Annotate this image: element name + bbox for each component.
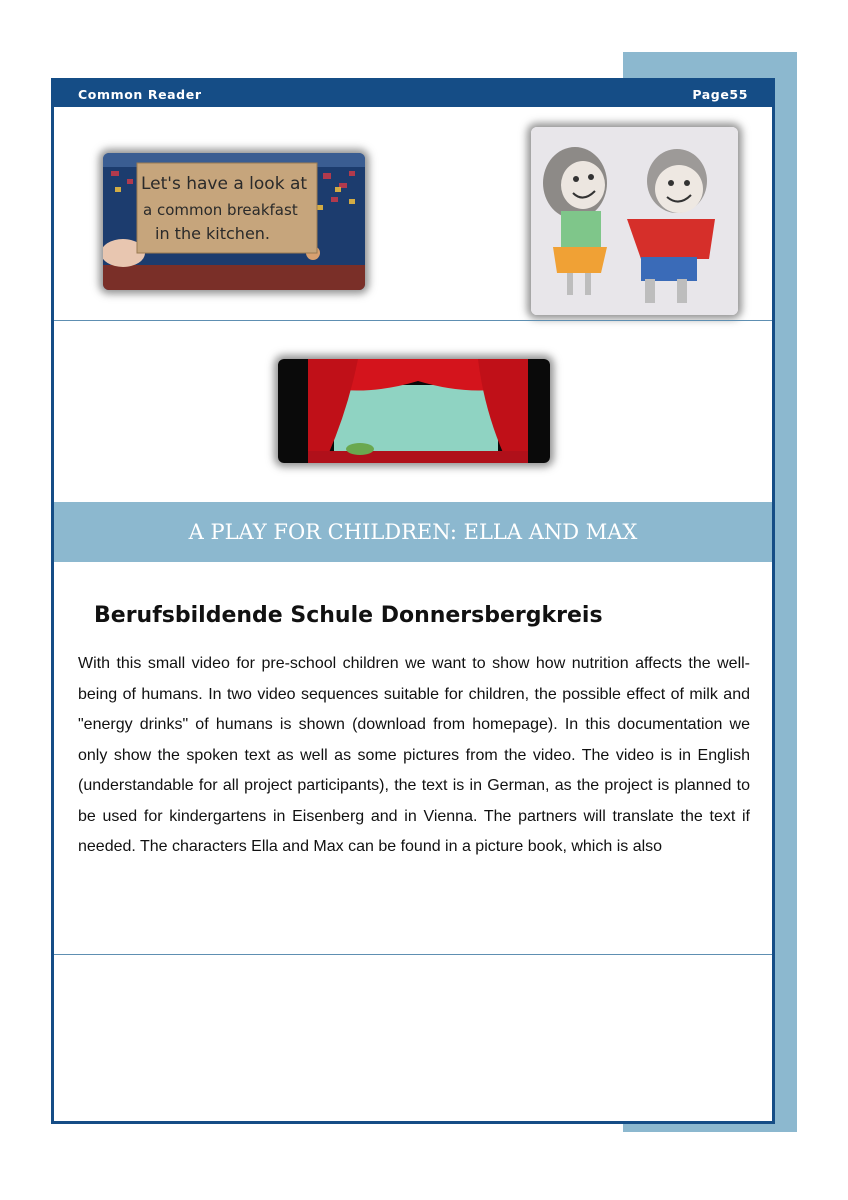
breakfast-sign-photo bbox=[103, 153, 365, 290]
sign-line-3: in the kitchen. bbox=[155, 224, 271, 243]
sign-line-2: a common breakfast bbox=[143, 201, 298, 219]
section-heading: Berufsbildende Schule Donnersbergkreis bbox=[94, 603, 603, 628]
separator-line bbox=[54, 320, 772, 321]
sign-line-1: Let's have a look at bbox=[141, 174, 308, 194]
page-number: Page55 bbox=[692, 87, 748, 102]
ella-max-drawing-photo bbox=[531, 127, 738, 315]
page-header bbox=[54, 81, 772, 107]
page-frame bbox=[51, 78, 775, 1124]
section-banner: A PLAY FOR CHILDREN: ELLA AND MAX bbox=[54, 502, 772, 562]
section-body-text: With this small video for pre-school children we want to show how nutrition affects the well-being of humans. In two video sequences suitable for children, the possible effect of milk and "energy drinks" of humans is shown (download from homepage). In this documentation we only show the spoken text as well as some pictures from the video. The video is in English (understandable for all project participants), the text is in German, as the project is planned to be used for kindergartens in Eisenberg and in Vienna. The partners will translate the text if needed. The characters Ella and Max can be found in a picture book, which is also bbox=[78, 655, 750, 855]
puppet-theater-photo bbox=[278, 359, 550, 463]
bottom-separator-line bbox=[54, 954, 772, 955]
header-title: Common Reader bbox=[78, 87, 202, 102]
